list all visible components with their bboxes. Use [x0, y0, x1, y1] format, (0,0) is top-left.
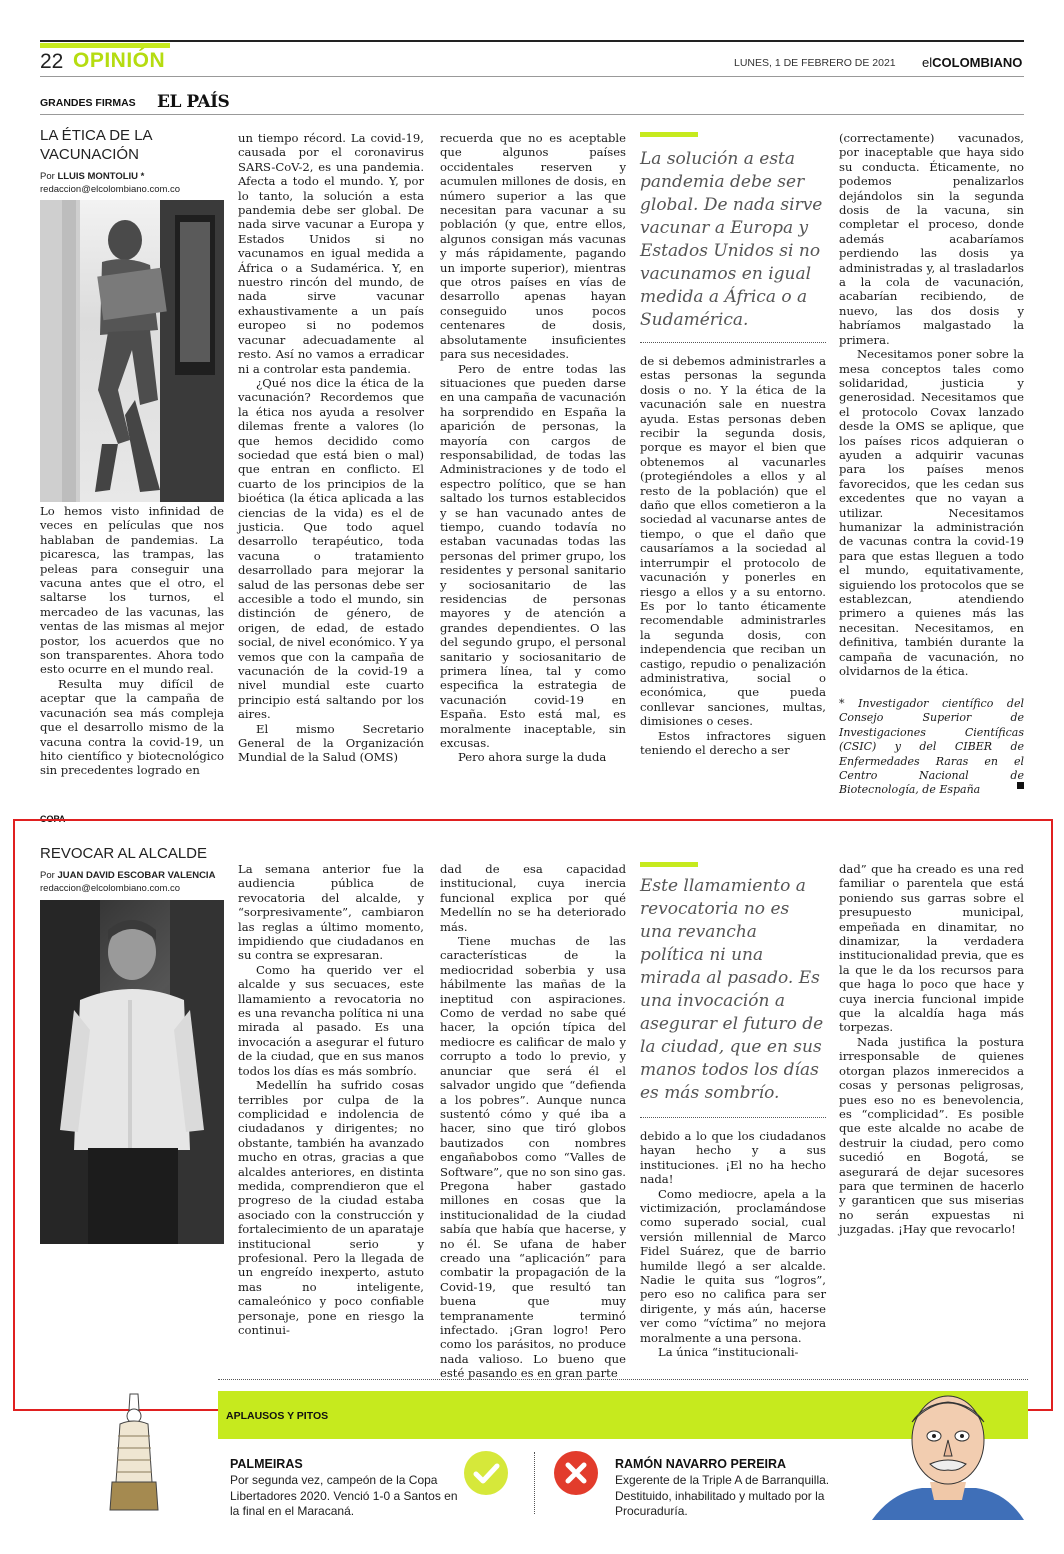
article-kicker: GRANDES FIRMAS	[40, 97, 136, 109]
paragraph: de si debemos administrarles a estas personas la segunda dosis o no. Y la ética de la vacunación sale en nuestra ayuda. Estas personas deben recibir la segunda dosis, porque es mayor el bien que obtenemos al vacunarles (protegiéndoles a ellos y al resto de la población) que el daño que ellos cometieron a la sociedad al vacunarse antes de tiempo, o que el daño que causaríamos a la sociedad al interrumpir el protocolo de vacunación y ponerles en riesgo a ellos y a su entorno. Es por lo tanto éticamente recomendable administrarles la segunda dosis, con independencia que reciban un castigo, repudio o penalización administrativa, social o económica, que pueda conllevar sanciones, multas, dimisiones o ceses.	[640, 354, 826, 729]
top-rule	[40, 40, 1024, 42]
newspaper-brand	[922, 55, 1022, 70]
trophy-icon	[106, 1392, 162, 1512]
paragraph: Resulta muy difícil de aceptar que la campaña de vacunación sea más compleja que el desarrollo mismo de la vacuna contra la covid-19, un hito científico y biotecnológico sin precedentes logrado en	[40, 676, 224, 778]
paragraph: Nada justifica la postura irresponsable de quienes otorgan plazos inmerecidos a cosas y personas peligrosas, pues eso no es benevolencia, es “complicidad”. Es posible que este alcalde no acabe de destruir la ciudad, pero como sucedió en Bogotá, se asegurará de dejar sucesores para que terminen de hacerlo y garanticen que sus miserias no serán expuestas ni juzgadas. ¡Hay que revocarlo!	[839, 1034, 1024, 1237]
paragraph: debido a lo que los ciudadanos hayan hecho y a sus instituciones. ¡El no ha hecho nada!	[640, 1129, 826, 1187]
paragraph: Lo hemos visto infinidad de veces en películas que nos hablaban de pandemias. La picaresca, las trampas, las peleas para conseguir una vacuna antes que el otro, el saltarse los turnos, el mercadeo de las vacunas, las ventas de las mismas al mejor postor, los acuerdos que no son transparentes. Ahora todo esto ocurre en el mundo real.	[40, 504, 224, 677]
article1-column-2	[238, 131, 424, 794]
article-photo-statue	[40, 200, 224, 502]
aplausos-vertical-divider	[534, 1452, 535, 1514]
end-mark	[1017, 782, 1024, 789]
brand-name: COLOMBIANO	[932, 55, 1023, 70]
trophy-illustration	[106, 1392, 162, 1512]
boo-text: Exgerente de la Triple A de Barranquilla. Destituido, inhabilitado y multado por la Procuraduría.	[615, 1473, 830, 1518]
paragraph: Tiene muchas de las características de la mediocridad soberbia y usa hábilmente las mañas de la ineptitud con aspiraciones. Como de verdad no sabe qué hacer, la opción típica del mediocre es calificar de malo y corrupto a todo lo previo, y anunciar que será él el salvador ungido que “defienda a los pobres”. Aunque nunca sustentó cómo y qué iba a hacer, sino que tiró globos bautizados con nombres engañabobos como “Valles de Software”, que no son sino gas. Pregona haber gastado millones en cosas que la institucionalidad de la ciudad sabía que había que hacerse, y no él. Se ufana de haber creado una “aplicación” para combatir la propagación de la Covid-19, que resultó tan buena que muy tempranamente terminó infectado. ¡Gran logro! Pero como los parásitos, no produce nada valioso. Lo bueno que esté pasando es en gran parte	[440, 934, 626, 1381]
paragraph: Pero de entre todas las situaciones que pueden darse en una campaña de vacunación ha sorprendido en España la aparición de personas, la mayoría con cargos de responsabilidad, de todas las Administraciones y de todo el espectro político, que se han saltado los turnos establecidos y se han vacunado antes de tiempo, cuando todavía no estaban vacunadas todas las personas del primer grupo, los residentes y personal sanitario y sociosanitario de las residencias de personas mayores y de atención a grandes dependientes. O las del segundo grupo, el personal sanitario y sociosanitario de primera línea, tal y como especifica la estrategia de vacunación covid-19 en España. Esto está mal, es moralmente inaceptable, sin excusas.	[440, 361, 626, 751]
byline-prefix: Por	[40, 171, 55, 182]
pull-quote-divider	[640, 1117, 826, 1118]
author-footnote: * Investigador científico del Consejo Superior de Investigaciones Científicas (CSIC) y del CIBER de Enfermedades Raras en el Centro Nacional de Biotecnología, de España	[839, 697, 1024, 797]
caricature-face-icon	[872, 1392, 1024, 1520]
paragraph: Medellín ha sufrido cosas terribles por culpa de la complicidad e indolencia de ciudadanos y dirigentes; no obstante, también ha avanzado mucho en otras, gracias a que alcaldes anteriores, en distinta medida, comprendieron que el progreso de la ciudad estaba asociado con la construcción y fortalecimiento de un aparataje institucional serio y profesional. Pero la llegada de un engreído inexperto, astuto mas no inteligente, camaleónico y poco confiable personaje, pone en riesgo la continui-	[238, 1078, 424, 1337]
article1-column-5	[839, 131, 1024, 691]
pull-quote: La solución a esta pandemia debe ser global. De nada sirve vacunar a Europa y Estados Unidos si no vacunamos en igual medida a África o a Sudamérica.	[640, 149, 823, 330]
caricature-illustration	[872, 1392, 1024, 1520]
copa-kicker: COPA	[40, 814, 66, 824]
article1-column-4	[640, 354, 826, 794]
portrait-illustration	[40, 900, 224, 1244]
section-accent-bar	[40, 43, 170, 48]
brand-prefix: el	[922, 55, 933, 70]
article2-column-4	[839, 862, 1024, 1252]
paragraph: dad de esa capacidad institucional, cuya inercia funcional explica por qué Medellín no se ha deteriorado más.	[440, 862, 626, 934]
section-title: OPINIÓN	[73, 49, 166, 72]
applause-text: Por segunda vez, campeón de la Copa Libertadores 2020. Venció 1-0 a Santos en la final en el Maracaná.	[230, 1473, 458, 1518]
el-pais-logo: EL PAÍS	[157, 92, 230, 112]
pull-quote-divider	[640, 342, 826, 343]
author-email[interactable]: redaccion@elcolombiano.com.co	[40, 883, 181, 894]
issue-date: LUNES, 1 DE FEBRERO DE 2021	[734, 57, 896, 69]
paragraph: Estos infractores siguen teniendo el derecho a ser	[640, 728, 826, 757]
author-name: LLUIS MONTOLIU *	[57, 171, 145, 182]
check-icon	[464, 1451, 508, 1495]
cross-icon	[554, 1451, 598, 1495]
pull-quote-accent	[640, 132, 698, 137]
byline	[40, 171, 144, 182]
kicker-rule	[40, 114, 1024, 115]
article2-column-2	[440, 862, 626, 1381]
applause-name: PALMEIRAS	[230, 1457, 303, 1471]
byline-prefix: Por	[40, 870, 55, 881]
article1-column-1	[40, 504, 224, 794]
author-name: JUAN DAVID ESCOBAR VALENCIA	[57, 870, 216, 881]
aplausos-header: APLAUSOS Y PITOS	[226, 1410, 329, 1422]
statue-illustration	[40, 200, 224, 502]
article2-column-3	[640, 1129, 826, 1362]
author-email[interactable]: redaccion@elcolombiano.com.co	[40, 184, 181, 195]
paragraph: Como mediocre, apela a la victimización, proclamándose como superado social, cual versión millennial de Marco Fidel Suárez, que de barrio humilde llegó a ser alcalde. Nadie le quita sus “logros”, pero eso no califica para ser dirigente, y más aún, hacerse ver como “víctima” no mejora moralmente a una persona.	[640, 1186, 826, 1345]
section-divider	[218, 1379, 1028, 1380]
article-title: REVOCAR AL ALCALDE	[40, 845, 208, 862]
paragraph: recuerda que no es aceptable que algunos países occidentales reserven y acumulen millones de dosis, en número superior a las que necesitan para vacunar a su población (y que, entre ellos, algunos consigan más vacunas y más rápidamente, pagando un importe superior), mientras que otros países en vías de desarrollo apenas hayan conseguido unos pocos centenares de dosis, absolutamente insuficientes para sus necesidades.	[440, 131, 626, 362]
page-number: 22	[40, 50, 64, 73]
paragraph: un tiempo récord. La covid-19, causada por el coronavirus SARS-CoV-2, es una pandemia. Afecta a todo el mundo. Y, por lo tanto, la solución a esta pandemia debe ser global. De nada sirve vacunar a Europa y Estados Unidos si no vacunamos en igual medida a África o a Sudamérica. Y, en nuestro rincón del mundo, de nada sirve vacunar exhaustivamente a un país europeo si no podemos vacunar adecuadamente al resto. Así no vamos a erradicar ni a controlar esta pandemia.	[238, 131, 424, 376]
pull-quote: Este llamamiento a revocatoria no es una revancha política ni una mirada al pasado. Es una invocación a asegurar el futuro de la ciudad, que en sus manos todos los días es más sombrío.	[640, 876, 824, 1103]
paragraph: Como ha querido ver el alcalde y sus secuaces, este llamamiento a revocatoria no es una revancha política ni una mirada al pasado. Es una invocación a asegurar el futuro de la ciudad, que en sus manos todos los días es más sombrío.	[238, 962, 424, 1078]
paragraph: (correctamente) vacunados, por inaceptable que haya sido su conducta. Éticamente, no podemos penalizarlos dejándolos sin la segunda dosis de la vacuna, sin completar el proceso, donde además acabaríamos perdiendo las dosis ya administradas y, al trasladarlos a la cola de vacunación, acabarían recibiendo, de nuevo, las dos dosis y habríamos malgastado la primera.	[839, 131, 1024, 347]
paragraph: La única “institucionali-	[658, 1345, 799, 1360]
byline	[40, 870, 215, 881]
pull-quote-accent	[640, 862, 698, 867]
paragraph: dad” que ha creado es una red familiar o parentela que está poniendo sus garras sobre el presupuesto municipal, empeñada en dinamitar, no dinamizar, la verdadera institucionalidad previa, que es la que le da los recursos para que haga lo poco que hace y cuya inercia funcional impide que la alcaldía haga más torpezas.	[839, 862, 1024, 1035]
paragraph: ¿Qué nos dice la ética de la vacunación? Recordemos que la ética nos ayuda a resolver dilemas frente a valores (lo que hemos decidido como sociedad que está bien o mal) que entran en conflicto. El cuarto de los principios de la bioética (la ética aplicada a las ciencias de la vida) es el de justicia. Que todo aquel desarrollo terapéutico, toda vacuna o tratamiento desarrollado para mejorar la salud de las personas debe ser accesible a todo el mundo, sin distinción de género, de origen, de edad, de estado social, de nivel económico. Y ya vemos que con la campaña de vacunación de la covid-19 a nivel mundial este cuarto principio está saltando por los aires.	[238, 375, 424, 722]
paragraph: Pero ahora surge la duda	[458, 750, 607, 765]
article-title: LA ÉTICA DE LA VACUNACIÓN	[40, 127, 152, 163]
paragraph: El mismo Secretario General de la Organización Mundial de la Salud (OMS)	[238, 721, 424, 765]
paragraph: La semana anterior fue la audiencia pública de revocatoria del alcalde, y “sorpresivamente”, cambiaron las reglas a último momento, impidiendo que ciudadanos en su contra se expresaran.	[238, 862, 424, 963]
boo-name: RAMÓN NAVARRO PEREIRA	[615, 1457, 787, 1471]
header-rule	[40, 76, 1024, 77]
article2-column-1	[238, 862, 424, 1362]
author-photo	[40, 900, 224, 1244]
article1-column-3	[440, 131, 626, 794]
paragraph: Necesitamos poner sobre la mesa conceptos tales como solidaridad, justicia y generosidad. Necesitamos que el protocolo Covax lanzado desde la OMS se aplique, que los países ricos adquieran o ayuden a adquirir vacunas para los países menos favorecidos, que les cedan sus excedentes que no vayan a utilizar. Necesitamos humanizar la administración de vacunas contra la covid-19 para que estas lleguen a todo el mundo, equitativamente, siguiendo los protocolos que se establezcan, atendiendo primero a quienes más las necesitan. Necesitamos, en definitiva, también durante la campaña de vacunación, no olvidarnos de la ética.	[839, 347, 1024, 679]
